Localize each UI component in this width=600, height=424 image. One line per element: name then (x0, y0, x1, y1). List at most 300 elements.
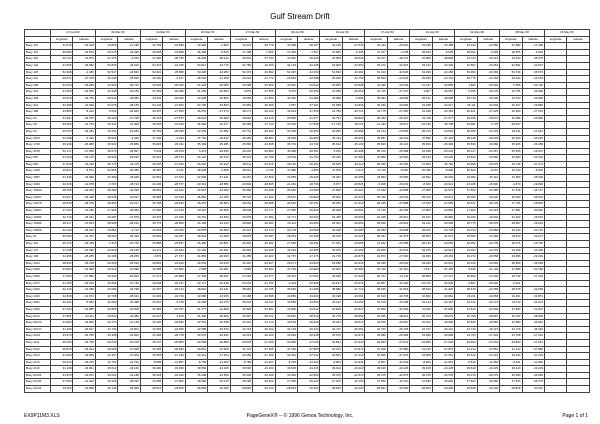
row-label: Buoy 2112 (25, 346, 51, 353)
table-cell: 32.770 (230, 128, 252, 135)
table-cell: -33.276 (342, 280, 364, 287)
table-cell: 45.672 (51, 128, 73, 135)
table-cell: 2.517 (410, 267, 432, 274)
table-cell: -36.688 (73, 142, 95, 149)
table-cell: 35.810 (365, 142, 387, 149)
table-cell: 38.182 (410, 49, 432, 56)
table-cell: -47.200 (163, 161, 185, 168)
table-cell: -5.008 (365, 181, 387, 188)
table-cell: -45.385 (477, 188, 499, 195)
table-cell: -32.617 (432, 102, 454, 109)
table-cell: -29.120 (253, 109, 275, 116)
table-cell: -27.010 (522, 333, 544, 340)
table-cell: 34.330 (410, 254, 432, 261)
table-cell (567, 168, 590, 175)
table-cell: 3.875 (230, 89, 252, 96)
table-cell (544, 194, 566, 201)
table-cell: 32.867 (455, 62, 477, 69)
table-cell: -46.906 (432, 320, 454, 327)
table-cell: -22.586 (477, 43, 499, 50)
table-cell: -47.212 (297, 353, 319, 360)
table-cell (544, 320, 566, 327)
table-cell: 31.590 (95, 82, 117, 89)
table-cell: -43.375 (118, 161, 140, 168)
table-cell: -41.300 (253, 194, 275, 201)
table-cell: -42.580 (522, 372, 544, 379)
table-cell: -5.466 (342, 49, 364, 56)
table-row (25, 214, 590, 221)
table-row (25, 62, 590, 69)
table-cell: 53.960 (455, 69, 477, 76)
table-cell: -26.226 (73, 280, 95, 287)
table-cell: -33.886 (477, 227, 499, 234)
table-cell: 27.374 (140, 273, 162, 280)
table-cell: -17.838 (297, 122, 319, 129)
table-row (25, 188, 590, 195)
table-cell: 36.246 (95, 76, 117, 83)
table-cell: -45.110 (477, 175, 499, 182)
table-cell: -28.831 (365, 386, 387, 393)
row-label: Buoy 21 (25, 234, 51, 241)
table-row (25, 43, 590, 50)
table-cell: -35.588 (163, 69, 185, 76)
table-cell (567, 300, 590, 307)
table-cell: 29.671 (387, 122, 409, 129)
table-cell: -47.337 (387, 89, 409, 96)
table-cell: 34.121 (320, 300, 342, 307)
table-cell: 42.964 (500, 109, 522, 116)
table-cell (567, 76, 590, 83)
table-cell: 28.126 (275, 161, 297, 168)
table-cell: -31.975 (387, 234, 409, 241)
table-cell: -31.812 (297, 306, 319, 313)
date-header: 10-Apr-50 (320, 30, 365, 37)
table-cell: -28.829 (410, 386, 432, 393)
table-cell: -4.798 (387, 49, 409, 56)
table-cell: -8.811 (500, 359, 522, 366)
table-cell: 35.218 (140, 372, 162, 379)
table-cell: 38.891 (185, 287, 207, 294)
table-cell: -36.089 (208, 82, 230, 89)
table-cell: -8.755 (185, 359, 207, 366)
table-cell: 29.554 (185, 260, 207, 267)
table-cell (567, 62, 590, 69)
table-cell: -45.912 (208, 161, 230, 168)
table-body (25, 43, 590, 392)
table-cell: -44.910 (118, 62, 140, 69)
table-cell: -33.891 (320, 339, 342, 346)
table-cell: -5.695 (432, 49, 454, 56)
table-cell: 34.298 (51, 135, 73, 142)
table-cell: 34.976 (51, 333, 73, 340)
table-cell: 1.805 (455, 82, 477, 89)
table-cell (544, 49, 566, 56)
table-cell: -34.198 (387, 300, 409, 307)
table-cell: 35.380 (500, 372, 522, 379)
table-cell (544, 359, 566, 366)
row-label: Buoy 2015 (25, 293, 51, 300)
table-cell (544, 267, 566, 274)
table-cell: -31.625 (342, 234, 364, 241)
table-cell: 33.361 (320, 175, 342, 182)
table-cell: -32.281 (208, 267, 230, 274)
table-cell: 31.059 (140, 89, 162, 96)
table-cell: 52.395 (51, 102, 73, 109)
table-cell: -28.570 (163, 155, 185, 162)
table-cell: -26.923 (253, 254, 275, 261)
table-cell: -37.879 (432, 346, 454, 353)
table-cell: 28.203 (230, 201, 252, 208)
table-cell: -31.803 (387, 306, 409, 313)
table-cell: -42.579 (477, 372, 499, 379)
table-cell: -31.801 (253, 306, 275, 313)
table-cell: -34.797 (163, 280, 185, 287)
table-cell: 28.550 (185, 379, 207, 386)
table-cell: -35.329 (118, 234, 140, 241)
table-cell: -27.695 (432, 201, 454, 208)
table-cell: -29.317 (118, 201, 140, 208)
table-cell: -26.462 (432, 109, 454, 116)
table-cell: -27.765 (118, 115, 140, 122)
table-cell (544, 43, 566, 50)
table-cell: -28.978 (477, 221, 499, 228)
table-cell: 33.287 (95, 214, 117, 221)
table-cell: 34.134 (410, 300, 432, 307)
row-label: Buoy 1557 (25, 175, 51, 182)
table-cell: -46.970 (477, 161, 499, 168)
table-cell: 29.160 (140, 76, 162, 83)
table-cell: -35.075 (522, 56, 544, 63)
table-cell: -34.838 (253, 142, 275, 149)
table-cell: -27.095 (477, 273, 499, 280)
table-cell: 31.156 (275, 346, 297, 353)
table-cell: -27.041 (522, 339, 544, 346)
table-cell: 27.392 (365, 188, 387, 195)
table-cell: -47.216 (522, 353, 544, 360)
table-cell: 31.769 (275, 267, 297, 274)
table-cell: -21.268 (208, 76, 230, 83)
table-cell: -46.740 (208, 379, 230, 386)
table-row (25, 155, 590, 162)
table-cell: 29.196 (185, 221, 207, 228)
table-cell: 29.326 (365, 260, 387, 267)
table-cell: -30.380 (387, 386, 409, 393)
table-cell: -26.990 (477, 181, 499, 188)
table-cell: -28.726 (477, 201, 499, 208)
table-cell: -45.364 (297, 161, 319, 168)
table-cell: -43.090 (163, 366, 185, 373)
table-cell: 28.260 (320, 201, 342, 208)
table-row (25, 201, 590, 208)
table-cell: -32.261 (208, 247, 230, 254)
table-cell: 31.883 (185, 254, 207, 261)
table-cell: 28.180 (230, 379, 252, 386)
table-cell: -26.855 (163, 339, 185, 346)
table-cell: 39.642 (95, 95, 117, 102)
table-cell: 53.836 (95, 62, 117, 69)
table-cell: -46.910 (387, 214, 409, 221)
table-cell: -33.596 (185, 339, 207, 346)
table-cell: 33.998 (275, 43, 297, 50)
table-cell: -47.829 (253, 175, 275, 182)
table-cell: -27.009 (342, 273, 364, 280)
table-row (25, 135, 590, 142)
table-cell: 28.048 (320, 208, 342, 215)
table-cell: 32.519 (185, 320, 207, 327)
table-cell: 35.325 (140, 122, 162, 129)
table-cell: -28.388 (253, 201, 275, 208)
table-cell: 32.873 (365, 254, 387, 261)
table-cell: -31.760 (253, 280, 275, 287)
table-cell: 29.100 (410, 227, 432, 234)
table-cell: -33.980 (342, 227, 364, 234)
table-cell: -28.860 (230, 386, 252, 393)
table-cell: 36.946 (51, 142, 73, 149)
table-cell: 33.510 (500, 353, 522, 360)
table-cell: -42.540 (253, 372, 275, 379)
table-cell: 26.360 (185, 241, 207, 248)
table-cell: -40.820 (297, 208, 319, 215)
table-cell: -36.489 (118, 168, 140, 175)
table-cell: -46.090 (432, 379, 454, 386)
row-label: Buoy 2115 (25, 366, 51, 373)
table-row (25, 306, 590, 313)
table-cell: -38.850 (342, 313, 364, 320)
latitude-header: latitude (432, 36, 454, 43)
table-cell: -33.598 (253, 293, 275, 300)
table-cell: 43.865 (51, 109, 73, 116)
footer-filename: EX9P11M3.XLS (24, 413, 60, 419)
table-row (25, 346, 590, 353)
table-cell (567, 241, 590, 248)
table-cell: -33.305 (208, 293, 230, 300)
date-header: 27-Feb-50 (51, 30, 96, 37)
table-cell: -35.880 (118, 142, 140, 149)
table-cell: -29.565 (163, 386, 185, 393)
table-cell: 29.330 (455, 260, 477, 267)
table-cell: -23.966 (387, 128, 409, 135)
table-cell: 28.316 (320, 234, 342, 241)
row-label: Buoy 21125 (25, 372, 51, 379)
table-cell: 29.228 (320, 227, 342, 234)
table-cell (544, 89, 566, 96)
table-cell: -31.238 (118, 43, 140, 50)
table-cell: 28.503 (95, 234, 117, 241)
table-cell: 27.552 (455, 188, 477, 195)
table-cell: -33.960 (477, 155, 499, 162)
table-cell: -29.935 (118, 128, 140, 135)
table-cell: 26.791 (320, 115, 342, 122)
table-cell: -32.498 (118, 300, 140, 307)
table-cell: -27.040 (432, 339, 454, 346)
table-cell: -41.952 (522, 359, 544, 366)
table-cell: 26.966 (230, 188, 252, 195)
table-cell: 27.891 (500, 208, 522, 215)
table-cell: -42.870 (73, 372, 95, 379)
table-cell: 35.999 (410, 142, 432, 149)
table-cell: 33.686 (365, 333, 387, 340)
row-label: Buoy 1876 (25, 135, 51, 142)
table-cell: -33.863 (297, 300, 319, 307)
table-cell (544, 293, 566, 300)
table-cell: 33.398 (95, 333, 117, 340)
table-cell (567, 320, 590, 327)
table-cell: -23.101 (432, 76, 454, 83)
table-cell: -32.493 (342, 247, 364, 254)
table-cell: 28.862 (230, 115, 252, 122)
table-cell: -27.040 (342, 339, 364, 346)
table-cell: 33.856 (275, 300, 297, 307)
table-cell: -46.441 (432, 326, 454, 333)
table-cell: -33.315 (387, 62, 409, 69)
table-cell: -34.163 (342, 300, 364, 307)
table-cell: -32.485 (297, 247, 319, 254)
page-title: Gulf Stream Drift (270, 12, 330, 21)
table-cell: -3.319 (275, 280, 297, 287)
table-cell: 33.629 (95, 247, 117, 254)
table-cell (544, 326, 566, 333)
table-cell: -45.790 (432, 161, 454, 168)
date-header: 17-Apr-50 (365, 30, 410, 37)
table-cell: -34.899 (163, 43, 185, 50)
table-cell: 46.410 (51, 359, 73, 366)
table-cell: -26.378 (118, 339, 140, 346)
table-cell: 34.286 (185, 300, 207, 307)
table-cell: -46.447 (477, 326, 499, 333)
table-cell: 33.506 (365, 353, 387, 360)
table-cell: 35.825 (140, 142, 162, 149)
table-cell: -32.227 (522, 234, 544, 241)
table-cell: 29.106 (95, 379, 117, 386)
table-cell: 35.703 (275, 142, 297, 149)
table-cell: -23.166 (477, 76, 499, 83)
table-cell: 29.288 (320, 260, 342, 267)
table-cell: -29.392 (253, 241, 275, 248)
table-cell (544, 227, 566, 234)
table-cell: 35.360 (275, 372, 297, 379)
table-cell: 35.270 (410, 128, 432, 135)
table-cell: -29.319 (208, 221, 230, 228)
table-cell: 4.857 (275, 102, 297, 109)
table-cell (567, 260, 590, 267)
table-cell: 35.860 (230, 142, 252, 149)
table-cell: 8.231 (95, 109, 117, 116)
table-row (25, 273, 590, 280)
table-cell: 27.568 (275, 241, 297, 248)
table-cell: -32.477 (208, 122, 230, 129)
table-cell: 32.876 (365, 320, 387, 327)
table-cell: -34.280 (208, 69, 230, 76)
table-cell: -46.255 (387, 161, 409, 168)
table-cell: -5.580 (387, 168, 409, 175)
table-cell: 30.776 (320, 313, 342, 320)
table-row (25, 208, 590, 215)
table-cell: -35.285 (208, 142, 230, 149)
drift-table (24, 29, 590, 393)
table-cell: 33.155 (140, 346, 162, 353)
table-cell (567, 353, 590, 360)
table-cell: -35.956 (342, 135, 364, 142)
table-cell: -5.900 (432, 168, 454, 175)
table-cell: 8.496 (455, 267, 477, 274)
table-cell: 32.822 (275, 82, 297, 89)
table-cell: 27.990 (275, 379, 297, 386)
table-cell: -29.760 (522, 241, 544, 248)
table-cell: -46.110 (387, 379, 409, 386)
table-cell: -27.910 (342, 201, 364, 208)
table-cell: 28.291 (185, 76, 207, 83)
table-cell (544, 128, 566, 135)
table-row (25, 148, 590, 155)
table-cell: 27.515 (410, 201, 432, 208)
table-cell: -29.685 (342, 241, 364, 248)
table-cell: -27.690 (387, 254, 409, 261)
table-cell: -25.944 (253, 128, 275, 135)
row-label: Buoy 412 (25, 102, 51, 109)
table-cell: -33.720 (410, 280, 432, 287)
table-cell: -42.160 (118, 366, 140, 373)
table-cell: 27.900 (455, 208, 477, 215)
table-cell: -46.400 (253, 379, 275, 386)
table-cell: -38.412 (208, 56, 230, 63)
table-cell: 33.986 (185, 293, 207, 300)
table-cell: -26.863 (253, 148, 275, 155)
table-cell: -33.430 (208, 260, 230, 267)
table-cell: -4.340 (118, 56, 140, 63)
date-header: 03-Apr-50 (275, 30, 320, 37)
table-cell (567, 161, 590, 168)
table-cell: -46.650 (208, 214, 230, 221)
table-row (25, 82, 590, 89)
table-cell: -29.890 (522, 181, 544, 188)
table-cell (567, 366, 590, 373)
row-label: Buoy 118 (25, 56, 51, 63)
table-cell: 34.261 (185, 214, 207, 221)
table-cell: -30.320 (297, 386, 319, 393)
table-cell: -44.779 (208, 62, 230, 69)
table-cell: -38.804 (253, 135, 275, 142)
table-cell (567, 155, 590, 162)
table-cell: 42.911 (140, 95, 162, 102)
table-cell: -46.939 (297, 320, 319, 327)
table-cell: -29.817 (253, 260, 275, 267)
table-cell: 36.560 (185, 122, 207, 129)
table-cell: 47.880 (275, 168, 297, 175)
table-cell: -40.800 (297, 194, 319, 201)
table-cell: 36.733 (320, 135, 342, 142)
table-cell: -41.862 (387, 287, 409, 294)
table-cell: -8.466 (410, 181, 432, 188)
table-cell: 39.612 (320, 366, 342, 373)
table-cell: 33.288 (230, 82, 252, 89)
table-cell: 35.378 (410, 372, 432, 379)
table-cell: 33.781 (140, 128, 162, 135)
table-cell: -36.116 (387, 142, 409, 149)
table-cell: -34.396 (118, 49, 140, 56)
table-cell: 32.129 (51, 287, 73, 294)
table-cell: -43.961 (73, 366, 95, 373)
table-cell: -39.812 (208, 135, 230, 142)
table-cell: 33.503 (275, 155, 297, 162)
table-cell: 32.951 (140, 175, 162, 182)
table-cell: -34.111 (73, 313, 95, 320)
table-cell: 5.506 (500, 82, 522, 89)
table-cell: 29.089 (95, 346, 117, 353)
table-cell: -32.268 (297, 234, 319, 241)
table-cell: 35.740 (230, 194, 252, 201)
table-cell: 26.967 (185, 188, 207, 195)
table-cell: -32.449 (208, 280, 230, 287)
